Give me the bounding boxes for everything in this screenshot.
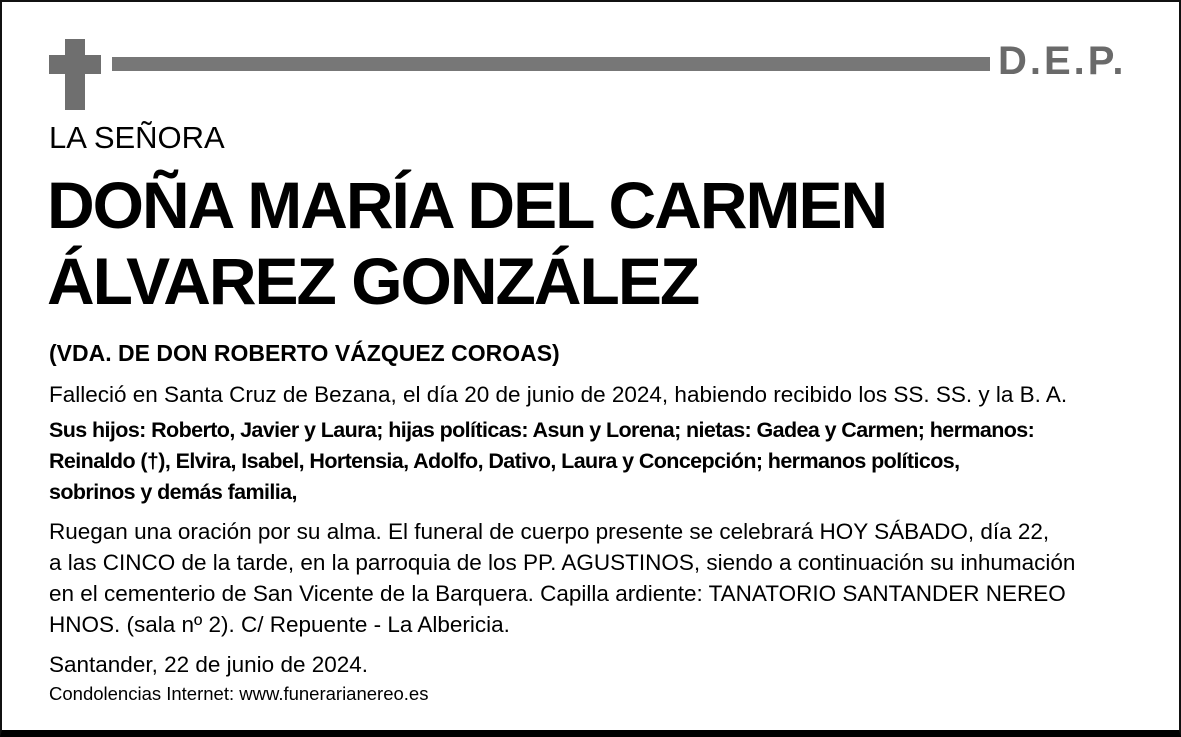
- widow-of: (VDA. DE DON ROBERTO VÁZQUEZ COROAS): [49, 340, 560, 366]
- funeral-line: HNOS. (sala nº 2). C/ Repuente - La Albericia.: [49, 612, 510, 637]
- family-line: sobrinos y demás familia,: [49, 480, 297, 504]
- funeral-details: [49, 516, 1159, 640]
- honorific-title: LA SEÑORA: [49, 120, 225, 155]
- funeral-line: Ruegan una oración por su alma. El funeral de cuerpo presente se celebrará HOY SÁBADO, día 22,: [49, 519, 1050, 544]
- header-rule: [112, 57, 990, 71]
- family-line: Sus hijos: Roberto, Javier y Laura; hijas políticas: Asun y Lorena; nietas: Gadea y Carmen; hermanos:: [49, 418, 1035, 442]
- name-line-1: DOÑA MARÍA DEL CARMEN: [47, 168, 887, 242]
- deceased-name: [47, 167, 886, 319]
- cross-icon-bar: [49, 55, 101, 74]
- family-list: [49, 415, 1149, 508]
- name-line-2: ÁLVAREZ GONZÁLEZ: [47, 244, 699, 318]
- dep-badge: D.E.P.: [998, 39, 1127, 83]
- death-notice: Falleció en Santa Cruz de Bezana, el día 20 de junio de 2024, habiendo recibido los SS. SS. y la B. A.: [49, 382, 1068, 407]
- funeral-line: en el cementerio de San Vicente de la Barquera. Capilla ardiente: TANATORIO SANTANDER NEREO: [49, 581, 1066, 606]
- condolences-link: Condolencias Internet: www.funerarianereo.es: [49, 683, 429, 704]
- funeral-line: a las CINCO de la tarde, en la parroquia de los PP. AGUSTINOS, siendo a continuación su inhumación: [49, 550, 1076, 575]
- cross-icon: [65, 39, 85, 110]
- place-date: Santander, 22 de junio de 2024.: [49, 652, 369, 677]
- family-line: Reinaldo (†), Elvira, Isabel, Hortensia, Adolfo, Dativo, Laura y Concepción; hermanos políticos,: [49, 449, 960, 473]
